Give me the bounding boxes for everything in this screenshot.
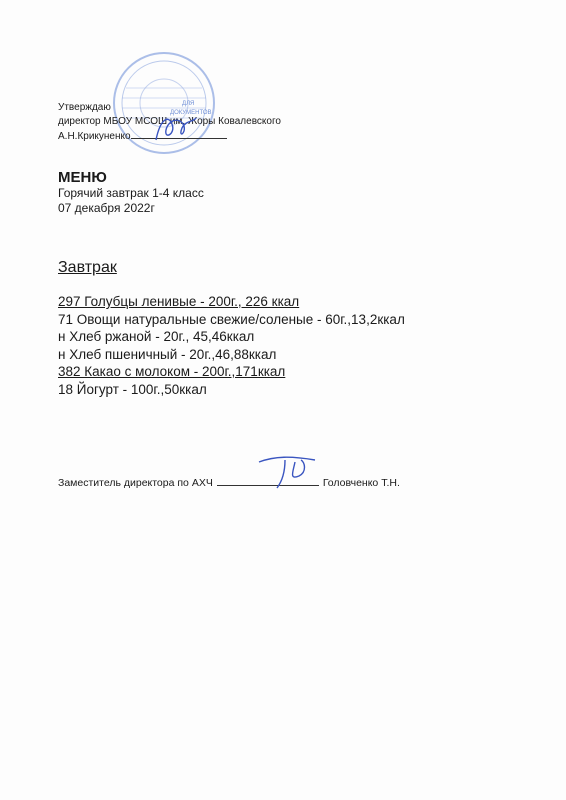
menu-subtitle-block [58,186,204,216]
section-heading: Завтрак [58,259,117,276]
menu-date: 07 декабря 2022г [58,201,155,215]
menu-item: 18 Йогурт - 100г.,50ккал [58,381,207,397]
deputy-signature [255,452,325,492]
menu-title: МЕНЮ [58,169,107,186]
menu-item: н Хлеб ржаной - 20г., 45,46ккал [58,329,255,344]
footer-signature-line [58,476,400,489]
director-signature [150,110,200,146]
stamp-text-top: ДЛЯ [182,101,195,107]
menu-item: н Хлеб пшеничный - 20г.,46,88ккал [58,346,277,362]
footer-name: Головченко Т.Н. [322,477,400,489]
stamp-text-bottom: ДОКУМЕНТОВ [170,110,212,116]
menu-subtitle: Горячий завтрак 1-4 класс [58,186,204,200]
approval-heading: Утверждаю [58,102,111,113]
approval-name: А.Н.Крикуненко [58,131,131,142]
menu-item: 71 Овощи натуральные свежие/соленые - 60г.,13,2ккал [58,311,405,327]
approval-position: директор МБОУ МСОШ им. Жоры Ковалевского [58,116,281,127]
menu-item: 382 Какао с молоком - 200г.,171ккал [58,364,286,379]
footer-position: Заместитель директора по АХЧ [58,477,213,489]
menu-item: 297 Голубцы ленивые - 200г., 226 ккал [58,294,300,309]
menu-list [58,293,405,398]
